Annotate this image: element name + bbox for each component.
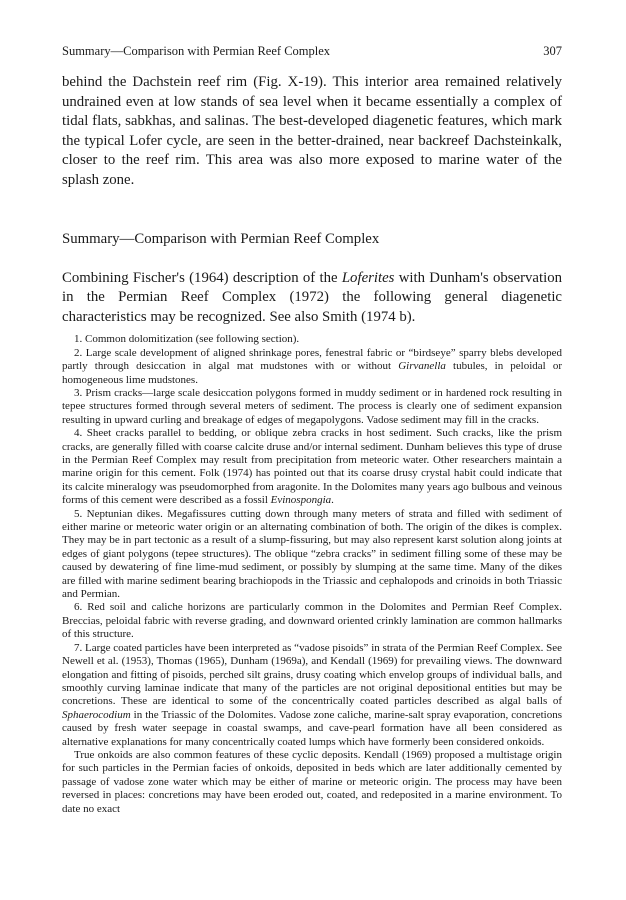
list-item [62, 508, 562, 602]
list-item [62, 427, 562, 507]
section-heading: Summary—Comparison with Permian Reef Complex [62, 230, 380, 247]
list-item [62, 387, 562, 427]
section-intro-part2: with Dunham's observation in the Permian Reef Complex (1972) the following general diagenetic characteristics may be recognized. See also Smith (1974 b). [62, 269, 562, 325]
list-item-text: 3. Prism cracks—large scale desiccation polygons formed in muddy sediment or in hardened rock resulting in tepee structures formed through several meters of sediment. The process is clearly one of sediment expansion resulting in upward curling and breakage of edges of megapolygons. Vadose sediment may fill in the cracks. [62, 386, 562, 426]
diagenetic-characteristics-list [62, 333, 562, 816]
section-intro-italic: Loferites [341, 269, 395, 286]
list-item-text-after: in the Triassic of the Dolomites. Vadose zone caliche, marine-salt spray evaporation, concretions caused by fresh water seepage in coastal swamps, and cave-pearl formation have all been considered as alternative explanations for many concentrically coated lumps which have formerly been considered onkoids. [62, 708, 562, 748]
section-intro-part1: Combining Fischer's (1964) description of the [62, 269, 342, 286]
list-item [62, 333, 562, 346]
list-item-italic: Sphaerocodium [62, 708, 131, 721]
list-item-text-after: . [331, 494, 334, 507]
list-item-italic: Girvanella [398, 360, 446, 373]
list-item-text: 5. Neptunian dikes. Megafissures cutting down through many meters of strata and filled with sediment of either marine or meteoric water origin or an alternating combination of both. The origin of the dikes is complex. They may be in part tectonic as a result of a slump-fissuring, but may also represent karst solution along joints at edges of giant polygons (tepee structures). The oblique “zebra cracks” in sediment filling some of these may be caused by dewatering of fine lime-mud sediment, or possibly by slumping at the same time. Many of the dikes are filled with marine sediment bearing brachiopods in the Triassic and cephalopods and crinoids in both Triassic and Permian. [62, 507, 562, 601]
page-number: 307 [543, 44, 562, 58]
list-item-italic: Evinospongia [270, 494, 332, 507]
intro-paragraph: behind the Dachstein reef rim (Fig. X-19). This interior area remained relatively undrained even at low stands of sea level when it became essentially a complex of tidal flats, sabkhas, and salinas. The best-developed diagenetic features, which mark the typical Lofer cycle, are seen in the better-drained, near backreef Dachsteinkalk, closer to the reef rim. This area was also more exposed to marine water of the splash zone. [62, 74, 562, 188]
list-item-text: 7. Large coated particles have been interpreted as “vadose pisoids” in strata of the Permian Reef Complex. See Newell et al. (1953), Thomas (1965), Dunham (1969a), and Kendall (1969) for prevailing views. The downward elongation and fitting of pisoids, perched silt grains, drusy coating which envelop groups of individual balls, and smoothly curving laminae indicate that many of the particles are not original depositional entities but may be concretions. These are identical to some of the concentrically coated particles described as algal balls of [62, 641, 562, 708]
list-item-text: True onkoids are also common features of these cyclic deposits. Kendall (1969) proposed a multistage origin for such particles in the Permian facies of onkoids, deposited in beds which are later additionally cemented by passage of vadose zone water which may be either of marine or meteoric origin. The process may have been reversed in places: concretions may have been eroded out, coated, and redeposited in a marine environment. To date no exact [62, 748, 562, 815]
running-head [62, 44, 562, 59]
list-item [62, 642, 562, 749]
list-item [62, 749, 562, 816]
list-item [62, 601, 562, 641]
list-item-text-after: tubules, in peloidal or homogeneous lime mudstones. [62, 360, 563, 386]
list-item-text: 6. Red soil and caliche horizons are particularly common in the Dolomites and Permian Reef Complex. Breccias, peloidal fabric with reverse grading, and downward oriented crinkly lamination are common hallmarks of this structure. [62, 601, 562, 641]
document-page [62, 44, 562, 816]
list-item [62, 347, 562, 387]
list-item-text: 4. Sheet cracks parallel to bedding, or oblique zebra cracks in host sediment. Such cracks, like the prism cracks, are generally filled with coarse calcite druse and/or internal sediment. Dunham believes this type of druse in the Permian Reef Complex may result from precipitation from meteoric water. Other researchers maintain a marine origin for this cement. Folk (1974) has pointed out that its coarse drusy crystal habit could indicate that its calcite mineralogy was pseudomorphed from aragonite. In the Dolomites many years ago bulbous and veinous forms of this cement were described as a fossil [62, 427, 562, 507]
list-item-text: 1. Common dolomitization (see following section). [74, 333, 300, 346]
running-head-title: Summary—Comparison with Permian Reef Complex [62, 44, 331, 58]
section-intro-paragraph [62, 269, 562, 328]
list-item-text: 2. Large scale development of aligned shrinkage pores, fenestral fabric or “birdseye” sparry blebs developed partly through desiccation in algal mat mudstones with or without [62, 346, 562, 373]
